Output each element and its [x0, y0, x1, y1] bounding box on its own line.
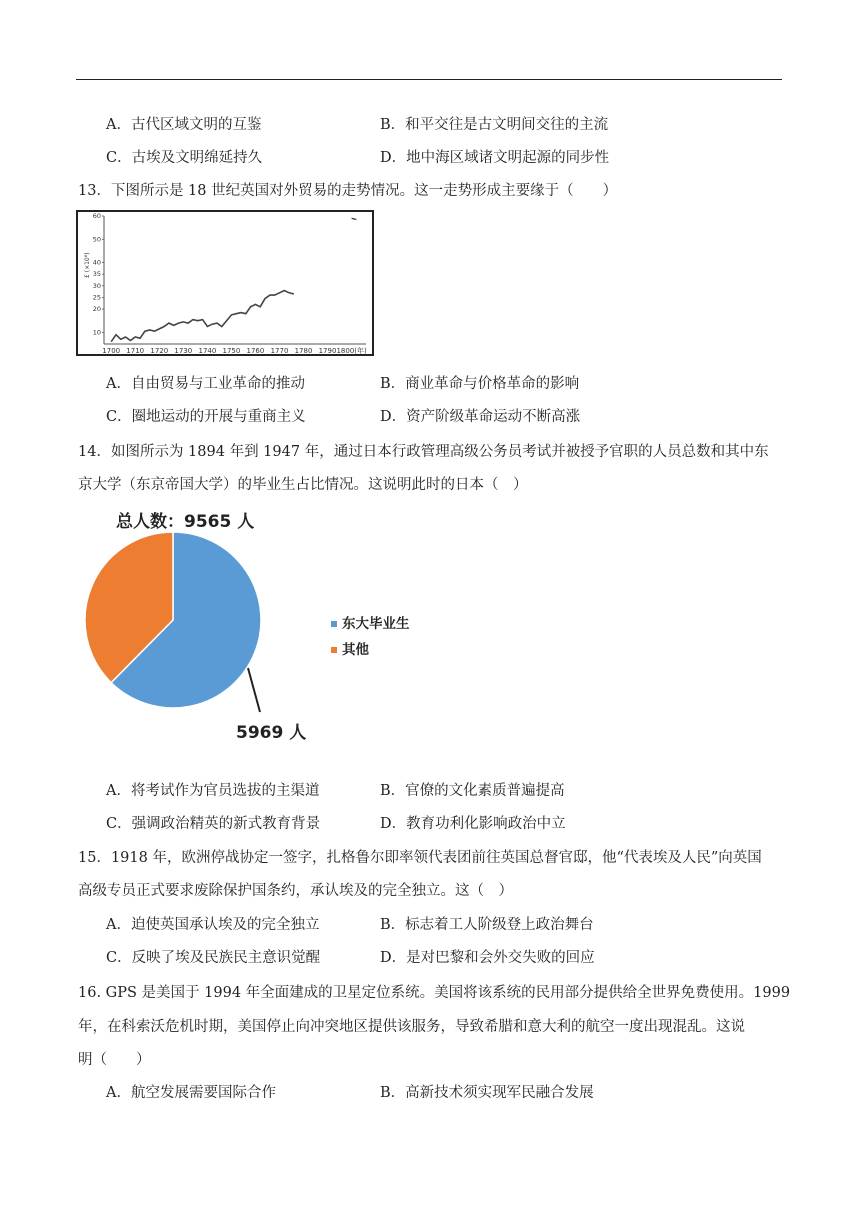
q13-stem: 13．下图所示是 18 世纪英国对外贸易的走势情况。这一走势形成主要缘于（ ）	[78, 183, 618, 199]
q15-option-b: B．标志着工人阶级登上政治舞台	[380, 917, 594, 933]
q12-option-a: A．古代区域文明的互鉴	[106, 117, 262, 133]
q13-option-d: D．资产阶级革命运动不断高涨	[380, 409, 581, 425]
q16-stem-line2: 年，在科索沃危机时期，美国停止向冲突地区提供该服务，导致希腊和意大利的航空一度出现混乱。这说	[78, 1019, 745, 1035]
y-tick-label: 40	[92, 258, 101, 267]
x-tick-label: 1760	[246, 347, 265, 355]
header-rule	[76, 79, 782, 80]
chart-frame	[77, 211, 373, 355]
y-tick-label: 20	[92, 305, 101, 314]
x-tick-label: 1770	[270, 347, 289, 355]
q15-stem-line2: 高级专员正式要求废除保护国条约，承认埃及的完全独立。这（ ）	[78, 883, 513, 899]
y-tick-label: 30	[92, 281, 101, 290]
legend-label-2: 其他	[342, 642, 369, 658]
pie-title: 总人数：9565 人	[116, 512, 255, 532]
pie-annotation-leader	[248, 668, 260, 712]
x-tick-label: 1710	[126, 347, 145, 355]
pie-annotation: 5969 人	[236, 723, 307, 743]
q15-stem-line1: 15．1918 年，欧洲停战协定一签字，扎格鲁尔即率领代表团前往英国总督官邸，他“代表埃及人民”向英国	[78, 850, 762, 866]
y-tick-label: 35	[92, 270, 101, 279]
q14-option-b: B．官僚的文化素质普遍提高	[380, 783, 565, 799]
q14-option-c: C．强调政治精英的新式教育背景	[106, 816, 321, 832]
q14-stem-line2: 京大学（东京帝国大学）的毕业生占比情况。这说明此时的日本（ ）	[78, 477, 528, 493]
trade-line-chart	[76, 210, 374, 356]
q12-option-c: C．古埃及文明绵延持久	[106, 150, 263, 166]
legend-swatch-1	[331, 621, 337, 627]
q13-option-a: A．自由贸易与工业革命的推动	[106, 376, 305, 392]
q14-option-d: D．教育功利化影响政治中立	[380, 816, 566, 832]
y-tick-label: 25	[92, 293, 101, 302]
legend-swatch-2	[331, 647, 337, 653]
q16-option-a: A．航空发展需要国际合作	[106, 1085, 276, 1101]
x-tick-label: 1740	[198, 347, 217, 355]
officials-pie-chart	[76, 500, 436, 750]
y-axis-label: £ (×10⁶)	[84, 252, 91, 278]
x-tick-label: 1720	[150, 347, 169, 355]
q16-stem-line3: 明（ ）	[78, 1052, 151, 1068]
x-tick-label: 1780	[294, 347, 313, 355]
q13-option-b: B．商业革命与价格革命的影响	[380, 376, 580, 392]
q14-option-a: A．将考试作为官员选拔的主渠道	[106, 783, 320, 799]
y-tick-label: 50	[92, 235, 101, 244]
x-tick-label: 1700	[102, 347, 121, 355]
q14-stem-line1: 14．如图所示为 1894 年到 1947 年，通过日本行政管理高级公务员考试并被授予官职的人员总数和其中东	[78, 444, 769, 460]
q15-option-c: C．反映了埃及民族民主意识觉醒	[106, 950, 321, 966]
x-tick-label: 1790	[318, 347, 337, 355]
x-tick-label: 1730	[174, 347, 193, 355]
q12-option-b: B．和平交往是古文明间交往的主流	[380, 117, 609, 133]
y-tick-label: 60	[92, 212, 101, 220]
q16-stem-line1: 16. GPS 是美国于 1994 年全面建成的卫星定位系统。美国将该系统的民用部分提供给全世界免费使用。1999	[78, 985, 791, 1001]
x-tick-label: 1800(年)	[336, 347, 367, 355]
y-tick-label: 10	[92, 328, 101, 337]
q16-option-b: B．高新技术须实现军民融合发展	[380, 1085, 594, 1101]
q15-option-a: A．迫使英国承认埃及的完全独立	[106, 917, 320, 933]
legend-label-1: 东大毕业生	[342, 616, 410, 632]
q12-option-d: D．地中海区域诸文明起源的同步性	[380, 150, 610, 166]
q13-option-c: C．圈地运动的开展与重商主义	[106, 409, 306, 425]
q15-option-d: D．是对巴黎和会外交失败的回应	[380, 950, 595, 966]
x-tick-label: 1750	[222, 347, 241, 355]
